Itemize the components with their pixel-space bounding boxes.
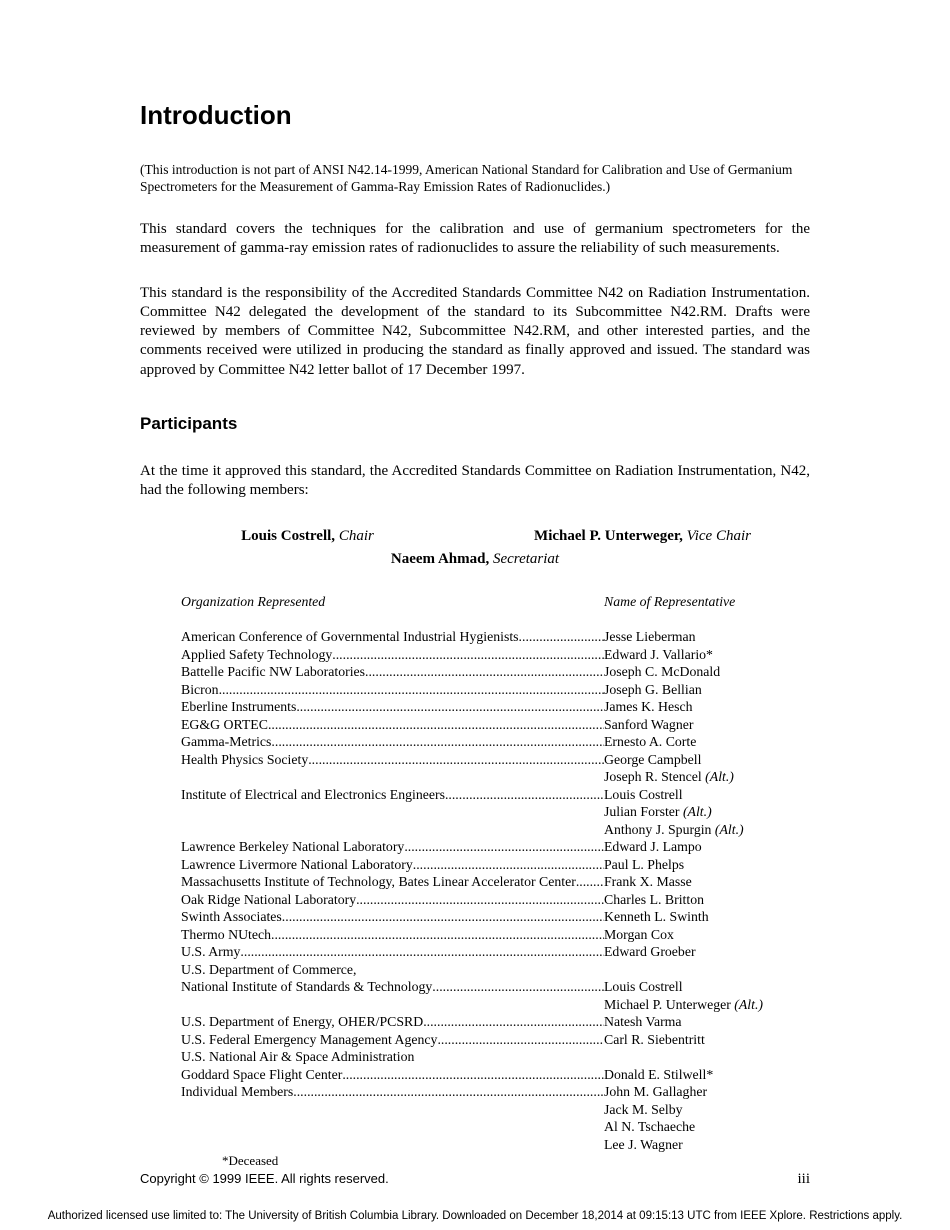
org-name: National Institute of Standards & Technology <box>181 979 433 995</box>
table-row <box>181 733 810 751</box>
rep-cell: Kenneth L. Swinth <box>604 909 709 925</box>
org-cell <box>181 856 604 874</box>
rep-cell: Joseph G. Bellian <box>604 681 702 697</box>
org-cell <box>181 733 604 751</box>
table-row <box>181 716 810 734</box>
org-name: Institute of Electrical and Electronics Engineers <box>181 786 445 802</box>
org-name: Thermo NUtech <box>181 926 272 942</box>
org-name: Oak Ridge National Laboratory <box>181 891 357 907</box>
rep-cell: Frank X. Masse <box>604 874 692 890</box>
org-name: Massachusetts Institute of Technology, Bates Linear Accelerator Center <box>181 874 576 890</box>
org-name: Eberline Instruments <box>181 699 297 715</box>
table-row <box>181 821 810 839</box>
dot-leader <box>432 978 604 996</box>
org-name: Gamma-Metrics <box>181 734 272 750</box>
table-row <box>181 768 810 786</box>
org-cell <box>181 1083 604 1101</box>
table-row <box>181 628 810 646</box>
officer-chair <box>140 528 475 545</box>
rep-cell: Louis Costrell <box>604 979 683 995</box>
rep-cell: Jesse Lieberman <box>604 629 696 645</box>
table-row <box>181 646 810 664</box>
dot-leader <box>240 943 604 961</box>
rep-cell: Sanford Wagner <box>604 716 694 732</box>
rep-cell: Michael P. Unterweger (Alt.) <box>604 996 763 1012</box>
org-cell <box>181 961 604 979</box>
table-row <box>181 1031 810 1049</box>
org-cell <box>181 663 604 681</box>
table-header-row <box>181 594 810 610</box>
dot-leader <box>423 1013 604 1031</box>
dot-leader <box>296 698 604 716</box>
officer-secretariat <box>140 551 810 568</box>
table-row <box>181 891 810 909</box>
rep-cell: John M. Gallagher <box>604 1084 708 1100</box>
officer-vice-chair <box>475 528 810 545</box>
org-name: Battelle Pacific NW Laboratories <box>181 664 366 680</box>
paragraph-responsibility: This standard is the responsibility of the Accredited Standards Committee N42 on Radiation Instrumentation. Committee N42 delegated the development of the standard to its Subcommittee N42.RM. Drafts were reviewed by members of Committee N42, Subcommittee N42.RM, and other interested parties, and the comments received were utilized in producing the standard as finally approved and issued. The standard was approved by Committee N42 letter ballot of 17 December 1997. <box>140 284 810 378</box>
table-row <box>181 786 810 804</box>
org-name: U.S. Army <box>181 944 241 960</box>
org-cell <box>181 628 604 646</box>
table-row <box>181 1048 810 1066</box>
page-footer <box>140 1171 810 1188</box>
org-cell <box>181 646 604 664</box>
officer-name: Louis Costrell, <box>241 528 336 545</box>
deceased-footnote: *Deceased <box>222 1153 279 1169</box>
org-cell <box>181 1066 604 1084</box>
table-row <box>181 1066 810 1084</box>
table-row <box>181 803 810 821</box>
org-name: U.S. Federal Emergency Management Agency <box>181 1031 438 1047</box>
officer-name: Naeem Ahmad, <box>390 551 490 568</box>
rep-cell: George Campbell <box>604 751 702 767</box>
dot-leader <box>293 1083 604 1101</box>
org-name: American Conference of Governmental Industrial Hygienists <box>181 629 519 645</box>
table-row <box>181 873 810 891</box>
org-cell <box>181 873 604 891</box>
rep-cell: James K. Hesch <box>604 699 693 715</box>
table-row <box>181 751 810 769</box>
org-cell <box>181 978 604 996</box>
table-row <box>181 908 810 926</box>
org-name: Applied Safety Technology <box>181 646 333 662</box>
table-row <box>181 663 810 681</box>
table-row <box>181 1083 810 1101</box>
org-cell <box>181 716 604 734</box>
rep-cell: Julian Forster (Alt.) <box>604 804 712 820</box>
org-cell <box>181 838 604 856</box>
alt-designation: (Alt.) <box>711 821 744 837</box>
officer-role: Vice Chair <box>686 528 751 545</box>
copyright-notice: Copyright © 1999 IEEE. All rights reserved. <box>140 1171 389 1186</box>
dot-leader <box>282 908 604 926</box>
page-title: Introduction <box>140 100 292 130</box>
org-name: Lawrence Livermore National Laboratory <box>181 856 413 872</box>
org-name: Health Physics Society <box>181 751 309 767</box>
table-row <box>181 856 810 874</box>
officer-name: Michael P. Unterweger, <box>534 528 683 545</box>
org-cell <box>181 1031 604 1049</box>
dot-leader <box>342 1066 604 1084</box>
rep-cell: Joseph C. McDonald <box>604 664 721 680</box>
participants-intro: At the time it approved this standard, the Accredited Standards Committee on Radiation Instrumentation, N42, had the following members: <box>140 462 810 499</box>
org-cell <box>181 943 604 961</box>
org-name: U.S. Department of Energy, OHER/PCSRD <box>181 1014 424 1030</box>
dot-leader <box>445 786 604 804</box>
alt-designation: (Alt.) <box>730 996 763 1012</box>
rep-cell: Jack M. Selby <box>604 1101 683 1117</box>
page-number: iii <box>797 1171 810 1187</box>
table-row <box>181 1136 810 1154</box>
dot-leader <box>271 733 604 751</box>
rep-cell: Anthony J. Spurgin (Alt.) <box>604 821 744 837</box>
table-row <box>181 681 810 699</box>
dot-leader <box>308 751 604 769</box>
org-cell <box>181 1013 604 1031</box>
dot-leader <box>437 1031 604 1049</box>
intro-note: (This introduction is not part of ANSI N42.14-1999, American National Standard for Calibration and Use of Germanium Spectrometers for the Measurement of Gamma-Ray Emission Rates of Radionuclides.) <box>140 162 793 195</box>
org-cell <box>181 926 604 944</box>
officer-role: Secretariat <box>492 551 560 568</box>
table-row <box>181 978 810 996</box>
dot-leader <box>519 628 604 646</box>
org-name: Lawrence Berkeley National Laboratory <box>181 839 405 855</box>
table-row <box>181 943 810 961</box>
participants-table <box>181 594 810 1169</box>
table-row <box>181 1101 810 1119</box>
rep-cell: Edward J. Lampo <box>604 839 702 855</box>
table-row <box>181 926 810 944</box>
rep-cell: Natesh Varma <box>604 1014 682 1030</box>
officer-role: Chair <box>338 528 374 545</box>
org-name: Swinth Associates <box>181 909 282 925</box>
org-column-header: Organization Represented <box>181 594 326 610</box>
dot-leader <box>332 646 604 664</box>
org-cell <box>181 751 604 769</box>
org-cell <box>181 1048 604 1066</box>
rep-column-header: Name of Representative <box>604 594 736 610</box>
org-cell <box>181 891 604 909</box>
org-name: U.S. National Air & Space Administration <box>181 1049 415 1065</box>
dot-leader <box>356 891 604 909</box>
table-row <box>181 996 810 1014</box>
rep-cell: Ernesto A. Corte <box>604 734 697 750</box>
org-name: Individual Members <box>181 1084 294 1100</box>
dot-leader <box>404 838 604 856</box>
table-row <box>181 961 810 979</box>
dot-leader <box>271 926 604 944</box>
rep-cell: Edward Groeber <box>604 944 696 960</box>
table-row <box>181 838 810 856</box>
alt-designation: (Alt.) <box>701 769 734 785</box>
rep-cell: Joseph R. Stencel (Alt.) <box>604 769 734 785</box>
table-row <box>181 1118 810 1136</box>
org-name: Goddard Space Flight Center <box>181 1066 343 1082</box>
table-row <box>181 698 810 716</box>
dot-leader <box>219 681 604 699</box>
officers-row <box>140 528 810 545</box>
org-cell <box>181 681 604 699</box>
rep-cell: Al N. Tschaeche <box>604 1119 696 1135</box>
org-cell <box>181 908 604 926</box>
table-row <box>181 1013 810 1031</box>
dot-leader <box>413 856 604 874</box>
rep-cell: Carl R. Siebentritt <box>604 1031 705 1047</box>
license-note: Authorized licensed use limited to: The University of British Columbia Library. Downloaded on December 18,2014 at 09:15:13 UTC from IEEE Xplore. Restrictions apply. <box>47 1210 903 1222</box>
org-name: U.S. Department of Commerce, <box>181 961 357 977</box>
rep-cell: Paul L. Phelps <box>604 856 685 872</box>
rep-cell: Morgan Cox <box>604 926 674 942</box>
rep-cell: Donald E. Stilwell* <box>604 1066 714 1082</box>
rep-cell: Charles L. Britton <box>604 891 705 907</box>
rep-cell: Lee J. Wagner <box>604 1136 683 1152</box>
dot-leader <box>268 716 604 734</box>
org-cell <box>181 698 604 716</box>
participants-heading: Participants <box>140 413 238 433</box>
alt-designation: (Alt.) <box>679 804 712 820</box>
paragraph-scope: This standard covers the techniques for the calibration and use of germanium spectrometers for the measurement of gamma-ray emission rates of radionuclides to assure the reliability of such measurements. <box>140 220 810 256</box>
org-cell <box>181 786 604 804</box>
table-body <box>181 628 810 1153</box>
rep-cell: Louis Costrell <box>604 786 683 802</box>
dot-leader <box>576 873 604 891</box>
rep-cell: Edward J. Vallario* <box>604 646 713 662</box>
org-name: EG&G ORTEC <box>181 716 268 732</box>
org-name: Bicron <box>181 681 219 697</box>
dot-leader <box>365 663 604 681</box>
